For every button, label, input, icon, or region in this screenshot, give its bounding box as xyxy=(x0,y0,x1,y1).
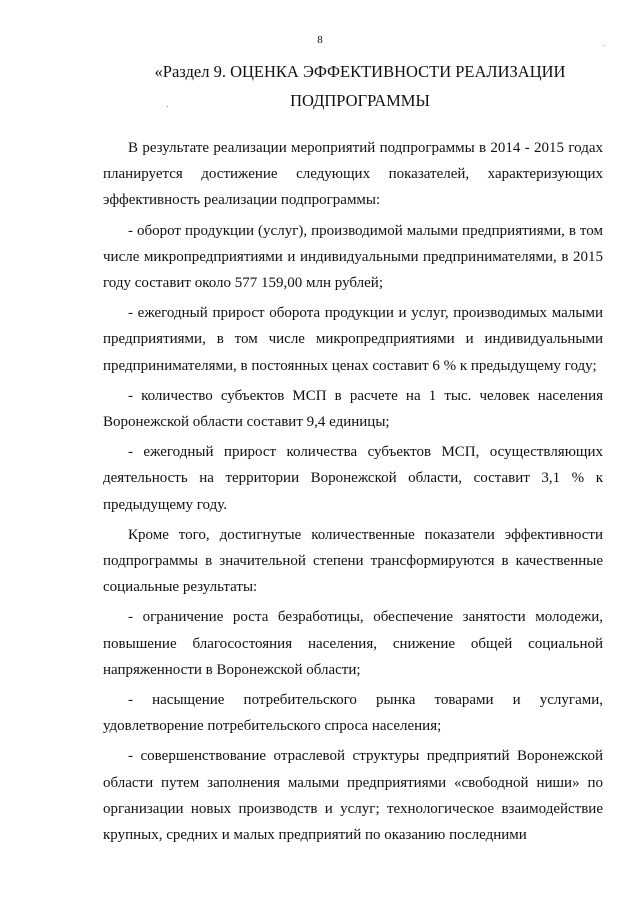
paragraph: - совершенствование отраслевой структуры предприятий Воронежской области путем заполнения малыми предприятиями «свободной ниши» по организации новых производств и услуг; технологическое взаимодействие крупных, средних и малых предприятий по оказанию последними xyxy=(103,748,603,844)
paragraph: - количество субъектов МСП в расчете на 1 тыс. человек населения Воронежской области составит 9,4 единицы; xyxy=(103,387,603,431)
paragraph: - оборот продукции (услуг), производимой малыми предприятиями, в том числе микропредприятиями и индивидуальными предпринимателями, в 2015 году составит около 577 159,00 млн рублей; xyxy=(103,222,603,292)
scan-speck xyxy=(604,45,605,46)
paragraph: Кроме того, достигнутые количественные показатели эффективности подпрограммы в значительной степени трансформируются в качественные социальные результаты: xyxy=(103,526,603,596)
paragraph: - насыщение потребительского рынка товарами и услугами, удовлетворение потребительского спроса населения; xyxy=(103,692,603,735)
paragraph: - ограничение роста безработицы, обеспечение занятости молодежи, повышение благосостояния населения, снижение общей социальной напряженности в Воронежской области; xyxy=(103,609,603,678)
paragraph: - ежегодный прирост оборота продукции и услуг, производимых малыми предприятиями, в том числе микропредприятиями и индивидуальными предпринимателями, в постоянных ценах составит 6 % к предыдущему году; xyxy=(103,305,603,374)
page-number: 8 xyxy=(317,34,323,46)
section-heading-line1: «Раздел 9. ОЦЕНКА ЭФФЕКТИВНОСТИ РЕАЛИЗАЦИИ xyxy=(154,62,566,81)
paragraph: - ежегодный прирост количества субъектов МСП, осуществляющих деятельность на территории Воронежской области, составит 3,1 % к предыдущему году. xyxy=(103,444,603,513)
paragraph: В результате реализации мероприятий подпрограммы в 2014 - 2015 годах планируется достижение следующих показателей, характеризующих эффективность реализации подпрограммы: xyxy=(103,140,603,209)
section-heading-line2: ПОДПРОГРАММЫ xyxy=(290,91,430,110)
section-heading xyxy=(100,57,620,115)
document-body xyxy=(103,135,603,848)
